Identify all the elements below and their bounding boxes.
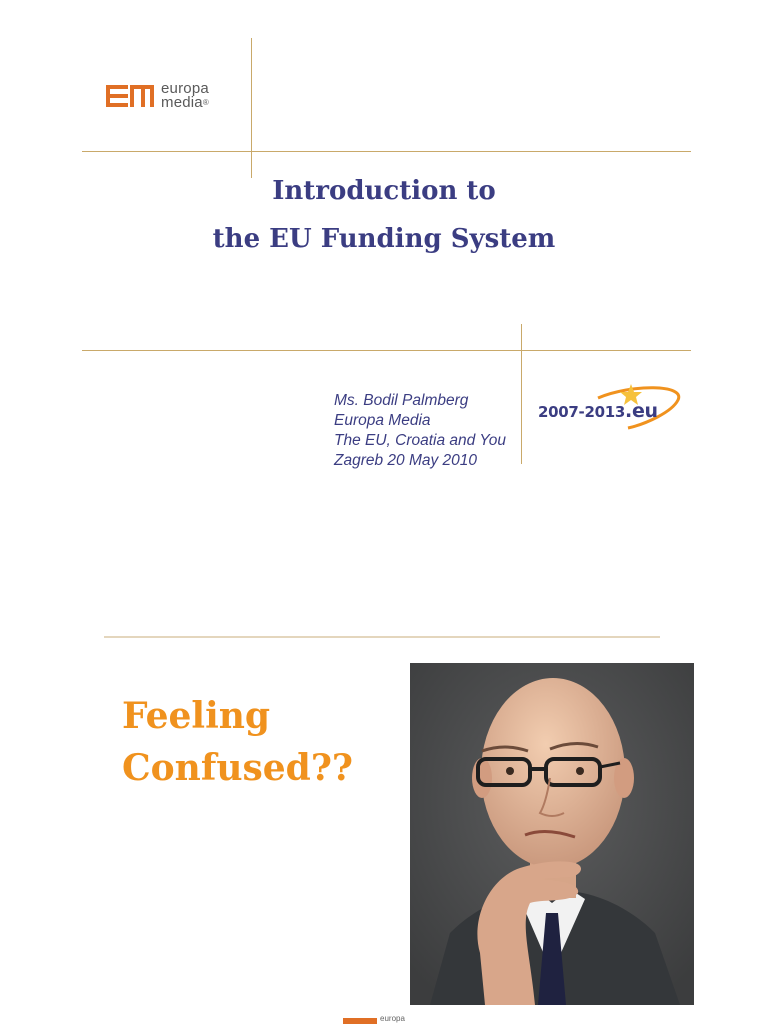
registered-mark: ® xyxy=(202,98,209,107)
slide-separator xyxy=(104,636,660,638)
top-vertical-rule xyxy=(251,38,252,178)
logo-line-1: europa xyxy=(161,80,209,97)
presenter-event: The EU, Croatia and You xyxy=(334,432,507,449)
top-horizontal-rule xyxy=(82,151,691,152)
presenter-organization: Europa Media xyxy=(334,412,431,429)
page-title-line-2: the EU Funding System xyxy=(212,224,556,254)
badge-tld: .eu xyxy=(625,400,658,422)
em-logo-mark-icon xyxy=(106,82,156,110)
slide2-heading-line-1: Feeling xyxy=(122,695,271,737)
logo-line-2: media xyxy=(161,94,203,111)
footer-logo-mark xyxy=(343,1018,377,1024)
europa-media-logo xyxy=(106,78,236,114)
confused-man-illustration xyxy=(410,663,694,1005)
badge-years: 2007-2013 xyxy=(538,403,626,421)
badge-text xyxy=(538,400,658,422)
slide2-heading xyxy=(122,690,353,794)
middle-vertical-rule xyxy=(521,324,522,464)
page-title-line-1: Introduction to xyxy=(272,176,496,206)
presenter-place-date: Zagreb 20 May 2010 xyxy=(334,452,478,469)
presenter-info xyxy=(334,391,506,471)
footer-logo-text: europa xyxy=(380,1014,405,1023)
logo-wordmark xyxy=(161,82,209,110)
middle-horizontal-rule xyxy=(82,350,691,351)
confused-man-photo xyxy=(410,663,694,1005)
presenter-name: Ms. Bodil Palmberg xyxy=(334,392,469,409)
eu-2007-2013-logo xyxy=(536,384,686,434)
slide2-heading-line-2: Confused?? xyxy=(122,747,354,789)
